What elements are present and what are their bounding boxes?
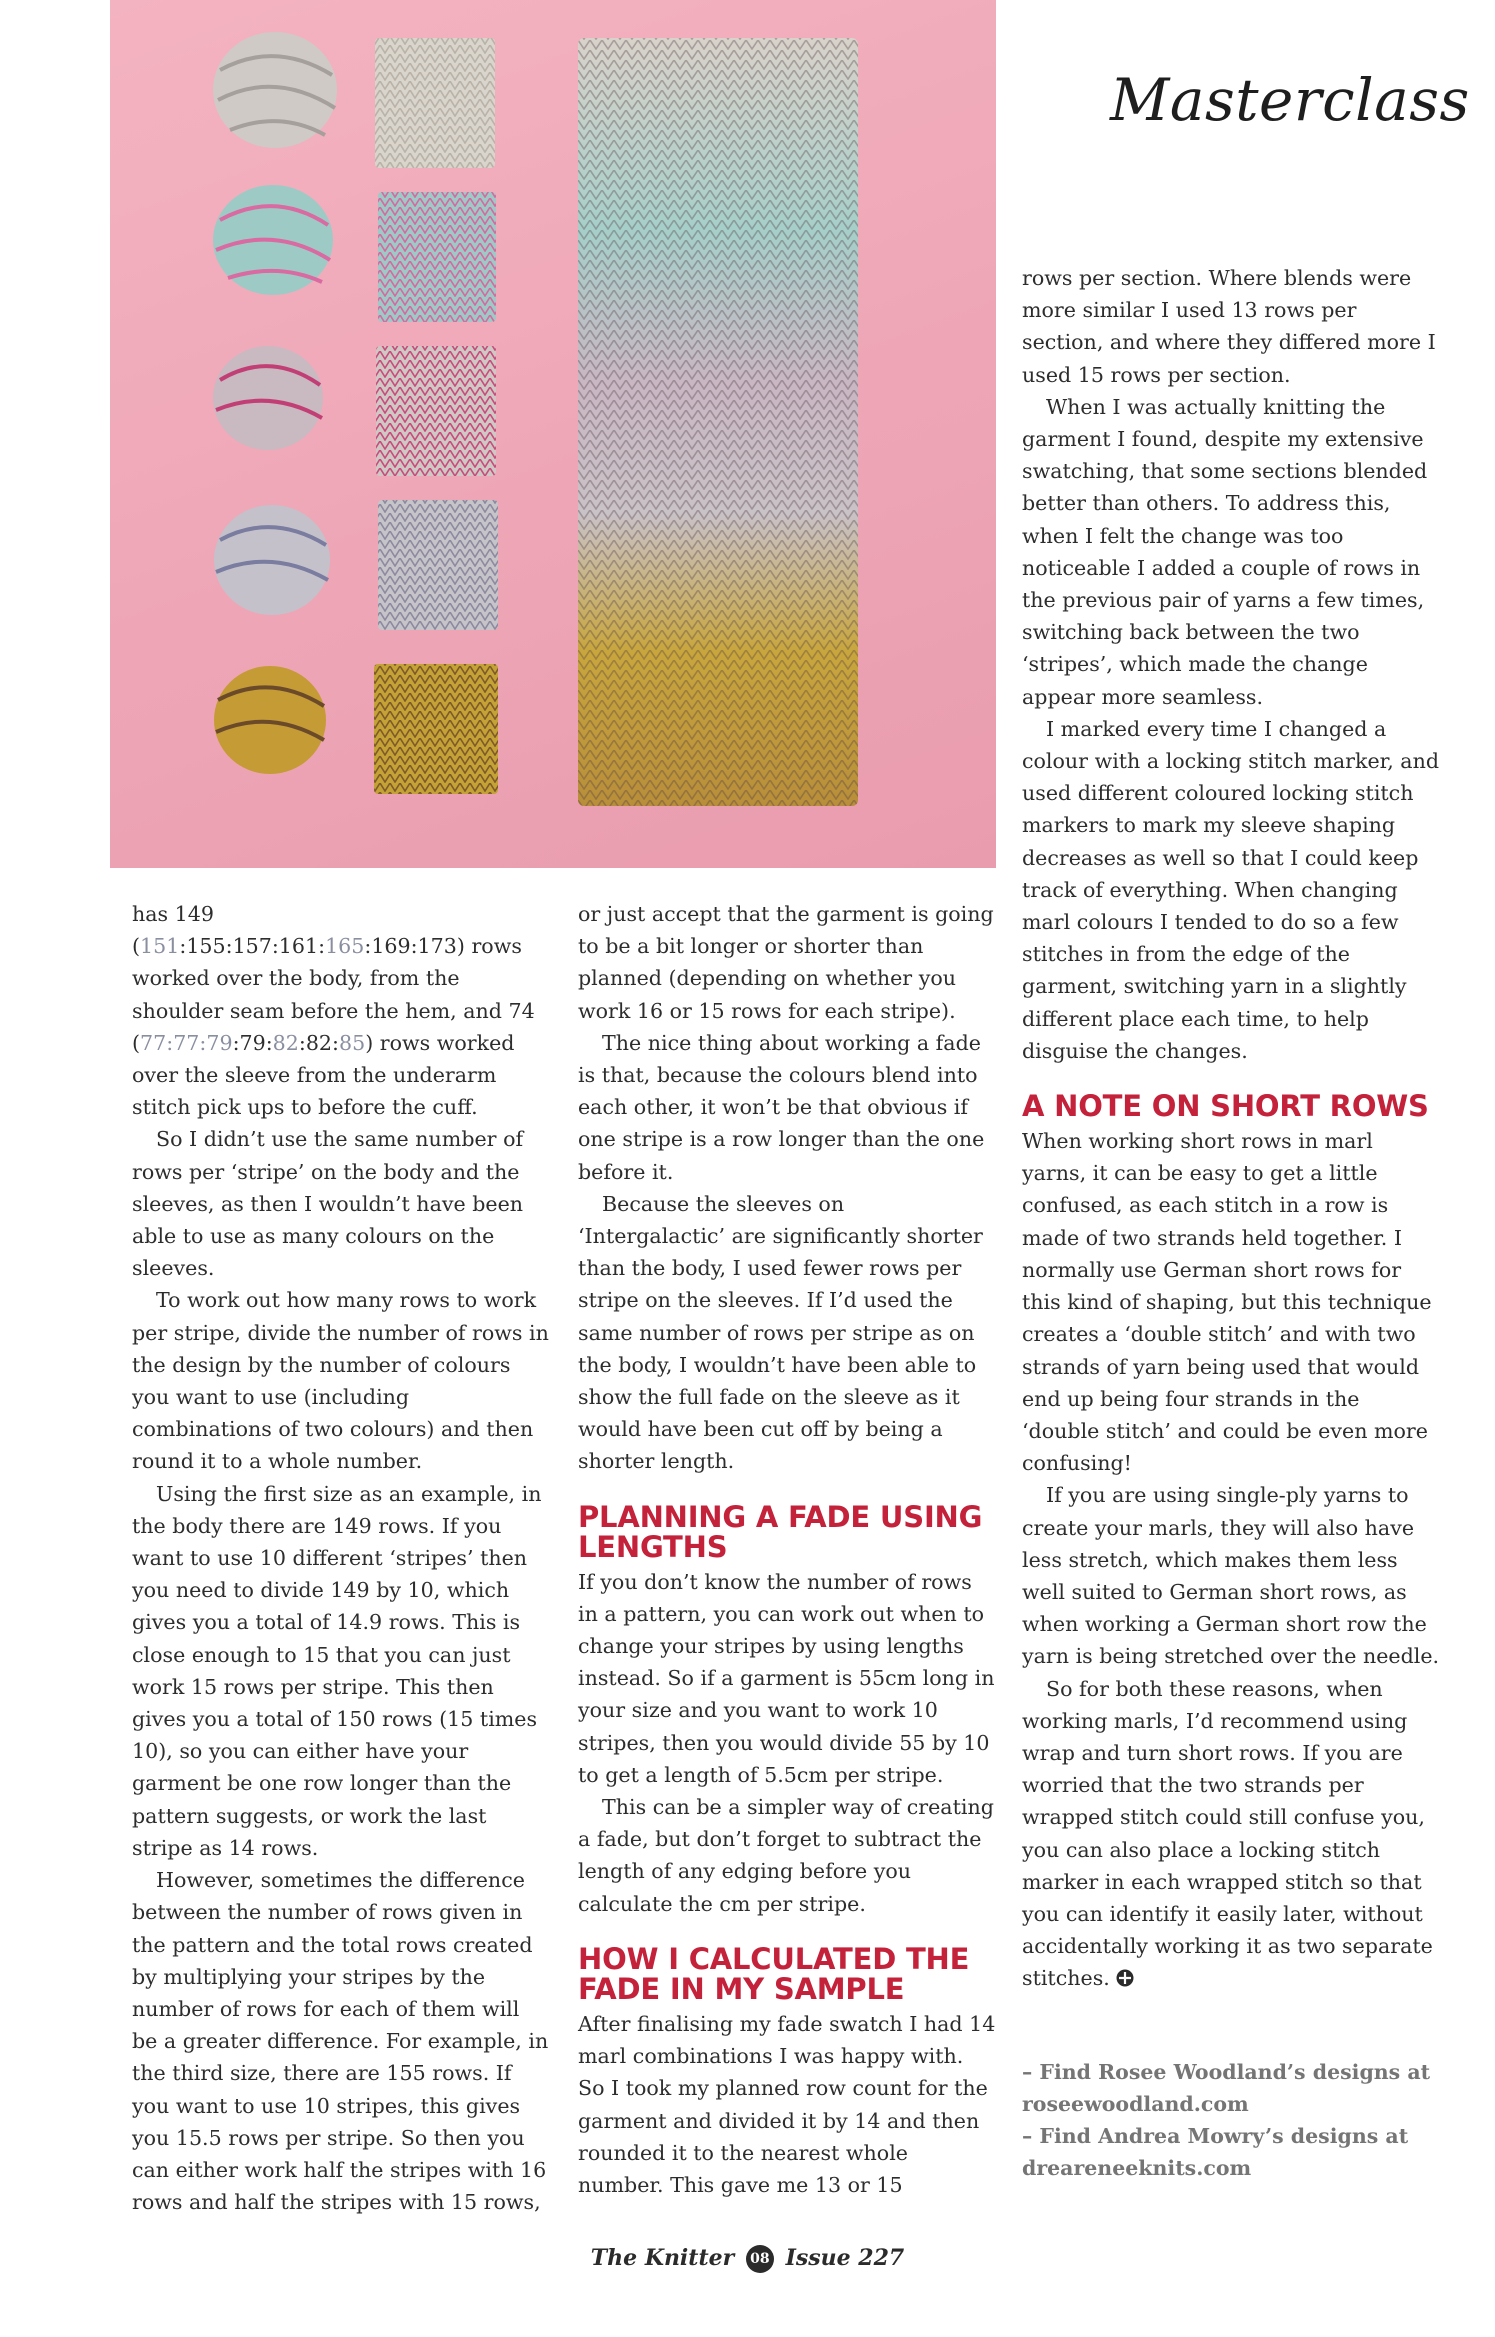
paragraph: If you don’t know the number of rows in a pattern, you can work out when to change your stripes by using lengths instead. So if a garment is 55cm long in your size and you want to work 10 stripes, then you would divide 55 by 10 to get a length of 5.5cm per stripe.	[578, 1569, 995, 1787]
swatch-3	[376, 346, 496, 476]
yarn-ball-4	[214, 505, 330, 615]
paragraph: However, sometimes the difference between the number of rows given in the pattern and the total rows created by multiplying your stripes by the number of rows for each of them will be a greater difference. For example, in the third size, there are 155 rows. If you want to use 10 stripes, this gives you 15.5 rows per stripe. So then you can either work half the stripes with 16 rows and half the stripes with 15 rows,	[132, 1868, 549, 2215]
swatch-5	[374, 664, 498, 794]
paragraph: This can be a simpler way of creating a fade, but don’t forget to subtract the length of any edging before you calculate the cm per stripe.	[578, 1795, 994, 1916]
paragraph: When I was actually knitting the garment I found, despite my extensive swatching, that some sections blended better than others. To address this, when I felt the change was too noticeable I added a couple of rows in the previous pair of yarns a few times, switching back between the two ‘stripes’, which made the change appear more seamless.	[1022, 394, 1428, 709]
paragraph: So for both these reasons, when working marls, I’d recommend using wrap and turn short rows. If you are worried that the two strands per wrapped stitch could still confuse you, you can also place a locking stitch marker in each wrapped stitch so that you can identify it easily later, without accidentally working it as two separate stitches.	[1022, 1676, 1433, 1991]
page-number: 08	[746, 2245, 774, 2273]
section-heading: A NOTE ON SHORT ROWS	[1022, 1089, 1429, 1124]
swatch-4	[378, 500, 498, 630]
column-2	[578, 898, 996, 2201]
credit-line-rosee: – Find Rosee Woodland’s designs at	[1022, 2060, 1431, 2084]
paragraph: I marked every time I changed a colour with a locking stitch marker, and used different coloured locking stitch markers to mark my sleeve shaping decreases as well so that I could keep track of everything. When changing marl colours I tended to do so a few stitches in from the edge of the garment, switching yarn in a slightly different place each time, to help disguise the changes.	[1022, 716, 1440, 1063]
paragraph: rows per section. Where blends were more similar I used 13 rows per section, and where they differed more I used 15 rows per section.	[1022, 266, 1436, 387]
paragraph: The nice thing about working a fade is that, because the colours blend into each other, it won’t be that obvious if one stripe is a row longer than the one before it.	[578, 1030, 985, 1184]
swatch-2	[378, 192, 496, 322]
credit-link-andrea[interactable]: dreareneeknits.com	[1022, 2156, 1252, 2180]
credit-link-rosee[interactable]: roseewoodland.com	[1022, 2092, 1249, 2116]
yarn-ball-3	[213, 346, 323, 450]
magazine-name: The Knitter	[590, 2245, 735, 2271]
paragraph: Using the first size as an example, in the body there are 149 rows. If you want to use 10 different ‘stripes’ then you need to divide 149 by 10, which gives you a total of 14.9 rows. This is close enough to 15 that you can just work 15 rows per stripe. This then gives you a total of 150 rows (15 times 10), so you can either have your garment be one row longer than the pattern suggests, or work the last stripe as 14 rows.	[132, 1481, 542, 1860]
paragraph: If you are using single-ply yarns to create your marls, they will also have less stretch, which makes them less well suited to German short rows, as when working a German short row the yarn is being stretched over the needle.	[1022, 1483, 1440, 1669]
end-of-article-icon	[1116, 1969, 1134, 1987]
fade-swatch	[578, 38, 858, 806]
paragraph: To work out how many rows to work per stripe, divide the number of rows in the design by the number of colours you want to use (including combinations of two colours) and then round it to a whole number.	[132, 1288, 549, 1474]
knitting-swatches-photo	[110, 0, 996, 868]
section-title: Masterclass	[1110, 66, 1470, 134]
yarn-ball-2	[213, 185, 333, 295]
column-3	[1022, 262, 1442, 1995]
column-1	[132, 898, 550, 2218]
issue-number: Issue 227	[785, 2245, 905, 2271]
credit-line-andrea: – Find Andrea Mowry’s designs at	[1022, 2124, 1409, 2148]
paragraph: Because the sleeves on ‘Intergalactic’ are significantly shorter than the body, I used fewer rows per stripe on the sleeves. If I’d used the same number of rows per stripe as on the body, I wouldn’t have been able to show the full fade on the sleeve as it would have been cut off by being a shorter length.	[578, 1191, 983, 1474]
swatch-1	[375, 38, 495, 168]
credits	[1022, 2056, 1442, 2184]
paragraph: or just accept that the garment is going to be a bit longer or shorter than planned (depending on whether you work 16 or 15 rows for each stripe).	[578, 902, 994, 1023]
paragraph: When working short rows in marl yarns, it can be easy to get a little confused, as each stitch in a row is made of two strands held together. I normally use German short rows for this kind of shaping, but this technique creates a ‘double stitch’ and with two strands of yarn being used that would end up being four strands in the ‘double stitch’ and could be even more confusing!	[1022, 1129, 1432, 1476]
page-footer	[0, 2245, 1495, 2273]
paragraph: has 149 (151:155:157:161:165:169:173) rows worked over the body, from the shoulder seam before the hem, and 74 (77:77:79:79:82:82:85) rows worked over the sleeve from the underarm stitch pick ups to before the cuff.	[132, 902, 535, 1120]
section-heading: PLANNING A FADE USING LENGTHS	[578, 1499, 983, 1564]
paragraph: After finalising my fade swatch I had 14 marl combinations I was happy with. So I took my planned row count for the garment and divided it by 14 and then rounded it to the nearest whole number. This gave me 13 or 15	[578, 2011, 996, 2197]
yarn-ball-1	[213, 32, 337, 148]
yarn-ball-5	[214, 666, 326, 774]
paragraph: So I didn’t use the same number of rows per ‘stripe’ on the body and the sleeves, as then I wouldn’t have been able to use as many colours on the sleeves.	[132, 1127, 524, 1281]
section-heading: HOW I CALCULATED THE FADE IN MY SAMPLE	[578, 1941, 970, 2006]
photo	[110, 0, 996, 868]
